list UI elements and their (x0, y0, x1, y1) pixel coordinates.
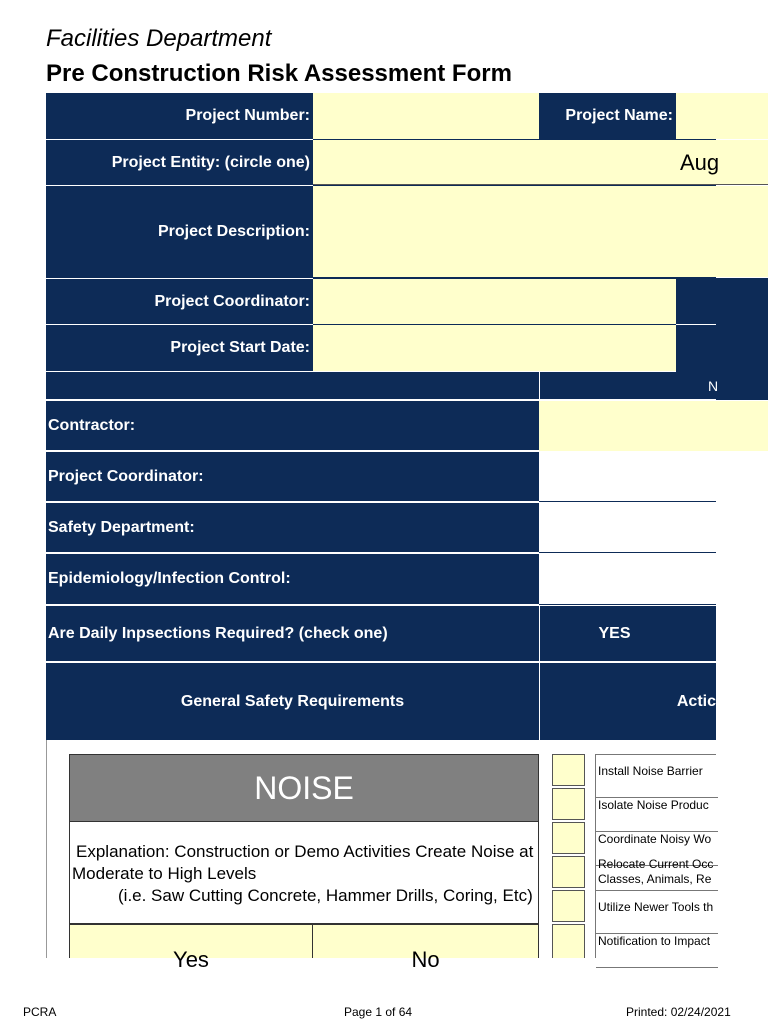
project-start-date-field[interactable] (313, 325, 676, 371)
noise-action-checkbox[interactable] (552, 754, 585, 786)
noise-action-checkbox[interactable] (552, 890, 585, 922)
noise-section-left-border (46, 740, 47, 958)
footer-printed-date: Printed: 02/24/2021 (626, 1005, 731, 1019)
noise-no-label: No (411, 947, 440, 972)
noise-action-item (596, 857, 718, 891)
actions-header (539, 663, 716, 740)
safety-department-field[interactable] (539, 503, 716, 553)
project-entity-value: Aug (680, 150, 720, 175)
project-description-label: Project Description: (46, 186, 313, 278)
project-coordinator-label: Project Coordinator: (46, 279, 313, 324)
department-title: Facilities Department (46, 25, 272, 52)
contractor-label: Contractor: (46, 401, 539, 451)
signoff-coordinator-label: Project Coordinator: (46, 452, 539, 502)
safety-department-label: Safety Department: (46, 503, 539, 553)
noise-explanation (69, 822, 539, 924)
project-entity-label: Project Entity: (circle one) (46, 140, 313, 185)
project-name-field[interactable] (676, 93, 768, 139)
project-start-date-label: Project Start Date: (46, 325, 313, 371)
noise-action-checkbox[interactable] (552, 788, 585, 820)
divider (46, 185, 313, 186)
noise-no-cell[interactable] (313, 924, 539, 972)
general-safety-requirements-label: General Safety Requirements (46, 663, 539, 740)
contractor-field[interactable] (539, 401, 768, 451)
form-title: Pre Construction Risk Assessment Form (46, 60, 512, 87)
project-number-field[interactable] (313, 93, 539, 139)
noise-yes-label: Yes (173, 947, 209, 972)
noise-explanation-line1: Explanation: Construction or Demo Activities Create Noise at (76, 842, 534, 861)
daily-inspections-yes[interactable]: YES (539, 606, 689, 662)
daily-inspections-label: Are Daily Inpsections Required? (check one) (46, 606, 539, 662)
project-number-label: Project Number: (46, 93, 313, 139)
noise-action-line: Classes, Animals, Re (598, 872, 712, 886)
project-name-label: Project Name: (539, 93, 676, 139)
divider (676, 324, 716, 325)
noise-action-item: Isolate Noise Produc (596, 789, 718, 832)
divider (46, 278, 313, 279)
actions-header-label: Actic (676, 692, 716, 710)
project-description-field[interactable] (313, 186, 768, 277)
noise-yes-cell[interactable] (69, 924, 313, 972)
noise-action-item: Utilize Newer Tools th (596, 891, 718, 934)
noise-action-item: Coordinate Noisy Wo (596, 823, 718, 866)
infection-control-field[interactable] (539, 554, 716, 605)
signoff-coordinator-field[interactable] (539, 452, 716, 502)
infection-control-label: Epidemiology/Infection Control: (46, 554, 539, 605)
noise-title: NOISE (69, 754, 539, 822)
noise-action-checkbox[interactable] (552, 856, 585, 888)
noise-action-item: Notification to Impact (596, 925, 718, 968)
noise-action-checkbox[interactable] (552, 924, 585, 958)
divider (46, 139, 313, 140)
daily-inspections-no-cell[interactable] (689, 606, 716, 662)
signoff-header-divider (539, 372, 540, 400)
signoff-column-header: N (708, 378, 719, 394)
noise-explanation-line2: Moderate to High Levels (72, 864, 257, 883)
noise-action-item: Install Noise Barrier (596, 755, 718, 798)
noise-explanation-line3: (i.e. Saw Cutting Concrete, Hammer Drills, Coring, Etc) (118, 886, 533, 905)
noise-action-checkbox[interactable] (552, 822, 585, 854)
signoff-header-row (46, 372, 719, 400)
divider (46, 324, 313, 325)
project-coordinator-field[interactable] (313, 279, 676, 324)
footer-left: PCRA (23, 1005, 57, 1019)
noise-action-line: Relocate Current Occ (598, 857, 714, 871)
footer-page-number: Page 1 of 64 (344, 1005, 413, 1019)
